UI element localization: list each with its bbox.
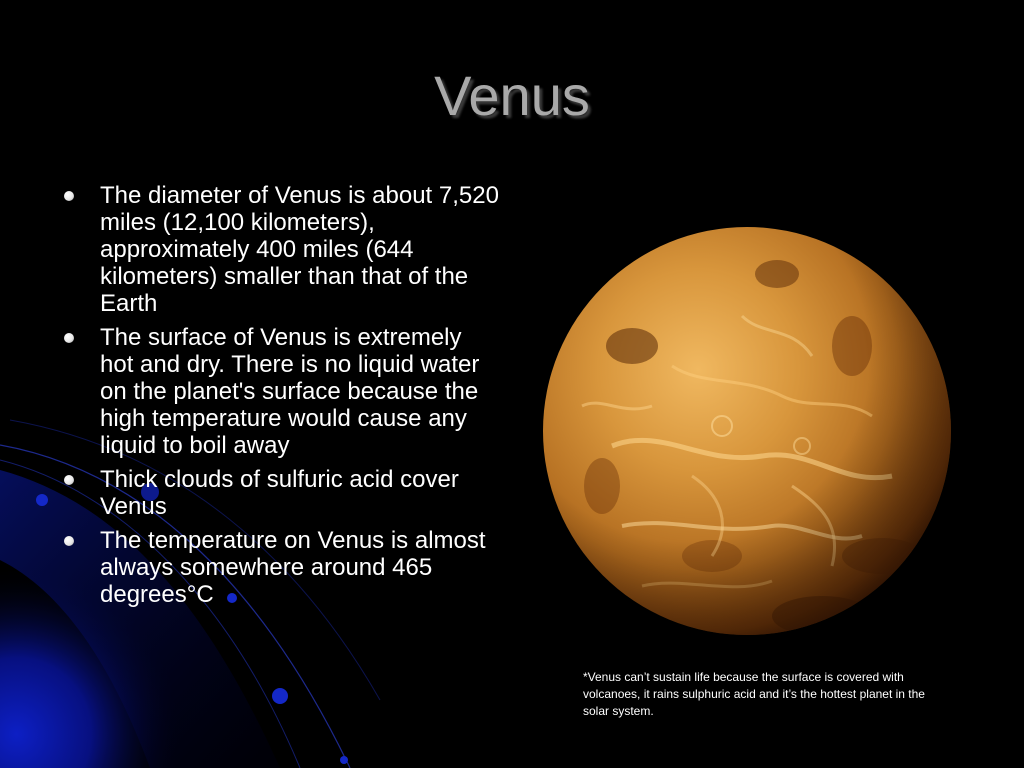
bullet-item xyxy=(60,527,500,608)
footnote: *Venus can’t sustain life because the surface is covered with volcanoes, it rains sulphuric acid and it’s the hottest planet in the solar system. xyxy=(583,670,925,718)
bullet-dot-icon xyxy=(64,475,74,485)
bullet-item xyxy=(60,466,500,520)
swoosh-orb xyxy=(340,756,348,764)
bullet-item xyxy=(60,182,500,317)
slide-title: Venus xyxy=(434,64,590,127)
bullet-text: The diameter of Venus is about 7,520 miles (12,100 kilometers), approximately 400 miles (644 kilometers) smaller than that of the Earth xyxy=(100,182,499,317)
bullet-text: Thick clouds of sulfuric acid cover Venus xyxy=(100,466,459,520)
swoosh-orb xyxy=(272,688,288,704)
bullet-item xyxy=(60,324,500,459)
bullet-text: The temperature on Venus is almost always somewhere around 465 degrees°C xyxy=(100,527,486,608)
bullet-dot-icon xyxy=(64,191,74,201)
bullet-text: The surface of Venus is extremely hot and dry. There is no liquid water on the planet's surface because the high temperature would cause any liquid to boil away xyxy=(100,324,480,459)
swoosh-orb xyxy=(36,494,48,506)
bullet-dot-icon xyxy=(64,333,74,343)
venus-planet-image xyxy=(542,226,952,636)
bullet-list xyxy=(60,182,500,615)
bullet-dot-icon xyxy=(64,536,74,546)
